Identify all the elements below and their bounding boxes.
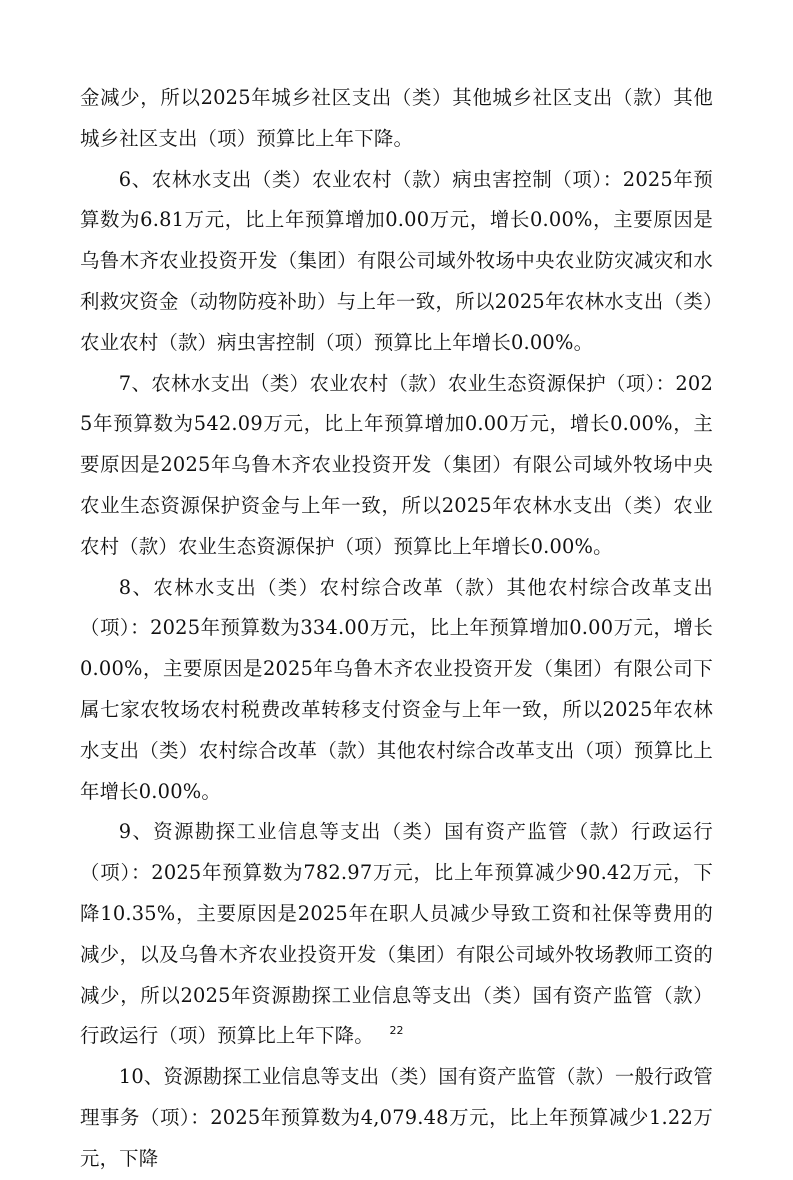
- document-body: [80, 78, 713, 1180]
- paragraph-continued: 金减少，所以2025年城乡社区支出（类）其他城乡社区支出（款）其他城乡社区支出（项）预算比上年下降。: [80, 86, 713, 150]
- paragraph-item-9: 9、资源勘探工业信息等支出（类）国有资产监管（款）行政运行（项）：2025年预算数为782.97万元，比上年预算减少90.42万元，下降10.35%，主要原因是2025年在职人员减少导致工资和社保等费用的减少，以及乌鲁木齐农业投资开发（集团）有限公司域外牧场教师工资的减少，所以2025年资源勘探工业信息等支出（类）国有资产监管（款）行政运行（项）预算比上年下降。: [80, 820, 713, 1048]
- paragraph-item-8: 8、农林水支出（类）农村综合改革（款）其他农村综合改革支出（项）：2025年预算数为334.00万元，比上年预算增加0.00万元，增长0.00%，主要原因是2025年乌鲁木齐农业投资开发（集团）有限公司下属七家农牧场农村税费改革转移支付资金与上年一致，所以2025年农林水支出（类）农村综合改革（款）其他农村综合改革支出（项）预算比上年增长0.00%。: [80, 575, 713, 803]
- paragraph-item-6: 6、农林水支出（类）农业农村（款）病虫害控制（项）：2025年预算数为6.81万元，比上年预算增加0.00万元，增长0.00%，主要原因是乌鲁木齐农业投资开发（集团）有限公司域外牧场中央农业防灾减灾和水利救灾资金（动物防疫补助）与上年一致，所以2025年农林水支出（类）农业农村（款）病虫害控制（项）预算比上年增长0.00%。: [80, 167, 713, 354]
- page-number: 22: [389, 1024, 404, 1037]
- paragraph-item-7: 7、农林水支出（类）农业农村（款）农业生态资源保护（项）：2025年预算数为542.09万元，比上年预算增加0.00万元，增长0.00%，主要原因是2025年乌鲁木齐农业投资开发（集团）有限公司域外牧场中央农业生态资源保护资金与上年一致，所以2025年农林水支出（类）农业农村（款）农业生态资源保护（项）预算比上年增长0.00%。: [80, 371, 713, 558]
- paragraph-item-10: 10、资源勘探工业信息等支出（类）国有资产监管（款）一般行政管理事务（项）：2025年预算数为4,079.48万元，比上年预算减少1.22万元，下降: [80, 1065, 713, 1170]
